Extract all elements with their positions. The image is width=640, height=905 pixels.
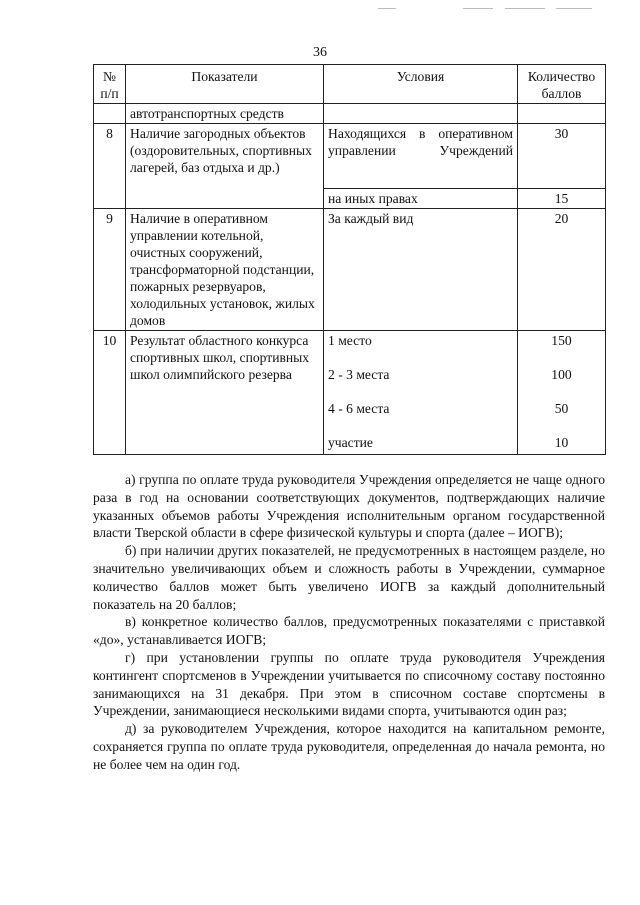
paragraph-v: в) конкретное количество баллов, предусмотренных показателями с приставкой «до», устанавливается ИОГВ; bbox=[93, 614, 605, 648]
condition-cell bbox=[324, 331, 518, 455]
scan-mark bbox=[378, 8, 396, 9]
condition-cell: За каждый вид bbox=[324, 209, 518, 331]
table-row bbox=[94, 331, 606, 455]
condition-cell: на иных правах bbox=[324, 189, 518, 209]
points-item: 150 bbox=[551, 333, 572, 348]
points-cell: 15 bbox=[518, 189, 606, 209]
indicator-cell: Наличие в оперативном управлении котельной, очистных сооружений, трансформаторной подстанции, пожарных резервуаров, холодильных установок, жилых домов bbox=[126, 209, 324, 331]
header-num: № п/п bbox=[94, 65, 126, 104]
header-points: Количество баллов bbox=[518, 65, 606, 104]
row-number: 9 bbox=[94, 209, 126, 331]
points-cell bbox=[518, 331, 606, 455]
row-number: 10 bbox=[94, 331, 126, 455]
condition-item: 2 - 3 места bbox=[328, 367, 390, 382]
paragraph-d: д) за руководителем Учреждения, которое находится на капитальном ремонте, сохраняется группа по оплате труда руководителя, определенная до начала ремонта, но не более чем на один год. bbox=[93, 721, 605, 772]
paragraph-b: б) при наличии других показателей, не предусмотренных в настоящем разделе, но значительно увеличивающих объем и сложность работы в Учреждении, суммарное количество баллов может быть увеличено ИОГВ за каждый дополнительный показатель на 20 баллов; bbox=[93, 543, 605, 612]
indicator-cell: Результат областного конкурса спортивных школ, спортивных школ олимпийского резерва bbox=[126, 331, 324, 455]
paragraph-g: г) при установлении группы по оплате труда руководителя Учреждения контингент спортсменов в Учреждении учитывается по списочному составу постоянно занимающихся на 31 декабря. При этом в списочном составе спортсмены в Учреждении, занимающиеся несколькими видами спорта, учитываются один раз; bbox=[93, 649, 605, 719]
table-row bbox=[94, 124, 606, 189]
scan-mark bbox=[463, 8, 493, 9]
scan-mark bbox=[556, 8, 592, 9]
points-item: 10 bbox=[554, 435, 569, 450]
points-cell: 20 bbox=[518, 209, 606, 331]
page-number: 36 bbox=[313, 45, 327, 60]
indicators-table bbox=[93, 64, 606, 455]
table-row bbox=[94, 209, 606, 331]
points-item: 100 bbox=[551, 367, 572, 382]
body-text bbox=[93, 471, 605, 774]
indicator-cell: Наличие загородных объектов (оздоровительных, спортивных лагерей, баз отдыха и др.) bbox=[126, 124, 324, 209]
condition-cell: Находящихся в оперативном управлении Учреждений bbox=[324, 124, 518, 189]
header-indicator: Показатели bbox=[126, 65, 324, 104]
table-header-row bbox=[94, 65, 606, 104]
row-number: 8 bbox=[94, 124, 126, 209]
header-conditions: Условия bbox=[324, 65, 518, 104]
condition-item: участие bbox=[328, 435, 373, 450]
table-row bbox=[94, 104, 606, 124]
scan-mark bbox=[505, 8, 545, 9]
condition-item: 1 место bbox=[328, 333, 372, 348]
continuation-cell: автотранспортных средств bbox=[126, 104, 324, 124]
condition-item: 4 - 6 места bbox=[328, 401, 390, 416]
points-cell: 30 bbox=[518, 124, 606, 189]
paragraph-a: а) группа по оплате труда руководителя Учреждения определяется не чаще одного раза в год на основании соответствующих документов, подтверждающих наличие указанных объемов работы Учреждения исполнительным органом государственной власти Тверской области в сфере физической культуры и спорта (далее – ИОГВ); bbox=[93, 472, 605, 541]
points-item: 50 bbox=[554, 401, 569, 416]
